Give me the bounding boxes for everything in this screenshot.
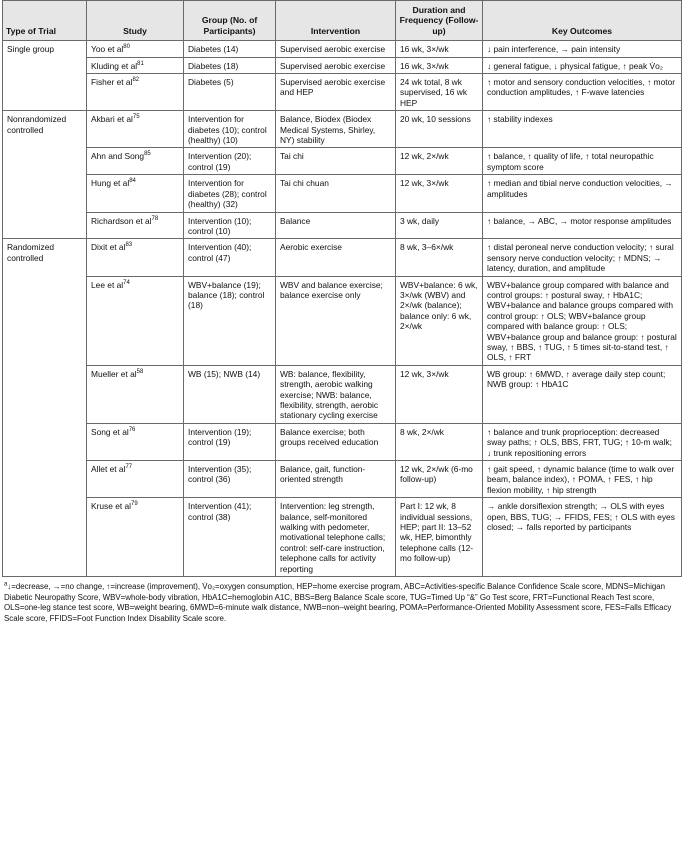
duration-cell: 16 wk, 3×/wk [396,57,483,73]
outcomes-cell: ↑ median and tibial nerve conduction velocities, → amplitudes [483,175,682,212]
study-reference: 82 [132,77,140,84]
outcomes-cell: ↑ stability indexes [483,111,682,148]
table-row [3,461,682,498]
study-reference: 76 [128,427,136,434]
study-cell [87,111,184,148]
duration-cell: 20 wk, 10 sessions [396,111,483,148]
intervention-cell: Supervised aerobic exercise [276,41,396,57]
study-author: Yoo et al [91,44,124,55]
table-row [3,57,682,73]
study-cell [87,148,184,175]
group-cell: Intervention (10); control (10) [184,212,276,239]
header-type: Type of Trial [3,1,87,41]
study-author: Lee et al [91,279,124,290]
study-reference: 84 [129,178,136,185]
outcomes-cell: WBV+balance group compared with balance and control groups: ↑ postural sway, ↑ HbA1C; WBV+balance and balance groups compared with control group: ↑ OLS; WBV+balance group compared with balance group: ↑ OLS; WBV+balance group and balance group: ↑ postural sway, ↑ BBS, ↑ TUG, ↑ 5 times sit-to-stand test, ↑ OLS, ↑ FRT [483,276,682,365]
duration-cell: 12 wk, 3×/wk [396,365,483,423]
outcomes-cell: ↓ general fatigue, ↓ physical fatigue, ↑ peak V̇o₂ [483,57,682,73]
study-author: Allet et al [91,464,126,475]
duration-cell: 12 wk, 2×/wk [396,148,483,175]
group-cell: Intervention for diabetes (28); control (healthy) (32) [184,175,276,212]
study-cell [87,276,184,365]
group-cell: Intervention (35); control (36) [184,461,276,498]
duration-cell: Part I: 12 wk, 8 individual sessions, HEP; part II: 13–52 wk, HEP, bimonthly telephone calls (12-mo follow-up) [396,498,483,577]
table-row [3,41,682,57]
outcomes-cell: ↑ balance, ↑ quality of life, ↑ total neuropathic symptom score [483,148,682,175]
studies-table [2,0,682,577]
intervention-cell: Supervised aerobic exercise and HEP [276,74,396,111]
study-author: Akbari et al [91,114,133,125]
duration-cell: 3 wk, daily [396,212,483,239]
intervention-cell: Aerobic exercise [276,239,396,276]
outcomes-cell: ↑ motor and sensory conduction velocities, ↑ motor conduction amplitudes, ↑ F-wave latencies [483,74,682,111]
footnote-marker: a [4,581,8,588]
study-reference: 81 [137,60,144,67]
outcomes-cell: → ankle dorsiflexion strength; → OLS with eyes open, BBS, TUG; → FFIDS, FES; ↑ OLS with eyes closed; → falls reported by participants [483,498,682,577]
duration-cell: 8 wk, 2×/wk [396,423,483,460]
table-row [3,175,682,212]
group-cell: Intervention (20); control (19) [184,148,276,175]
outcomes-cell: ↑ gait speed, ↑ dynamic balance (time to walk over beam, balance index), ↑ POMA, ↑ FES, ↑ hip flexion mobility, ↑ hip strength [483,461,682,498]
header-study: Study [87,1,184,41]
table-row [3,498,682,577]
duration-cell: 16 wk, 3×/wk [396,41,483,57]
duration-cell: 12 wk, 2×/wk (6-mo follow-up) [396,461,483,498]
study-cell [87,498,184,577]
study-author: Mueller et al [91,368,137,379]
study-cell [87,175,184,212]
group-cell: Diabetes (18) [184,57,276,73]
outcomes-cell: ↑ balance and trunk proprioception: decreased sway paths; ↑ OLS, BBS, FRT, TUG; ↑ 10-m walk; ↓ trunk repositioning errors [483,423,682,460]
table-row [3,423,682,460]
study-author: Fisher et al [91,77,133,88]
intervention-cell: WBV and balance exercise; balance exercise only [276,276,396,365]
study-cell [87,365,184,423]
study-reference: 75 [132,114,140,121]
outcomes-cell: ↑ distal peroneal nerve conduction velocity; ↑ sural sensory nerve conduction velocity; ↑ MDNS; → latency, duration, and amplitude [483,239,682,276]
table-row [3,365,682,423]
study-reference: 79 [131,501,138,508]
header-outcomes: Key Outcomes [483,1,682,41]
duration-cell: 8 wk, 3–6×/wk [396,239,483,276]
header-intervention: Intervention [276,1,396,41]
group-cell: Intervention (41); control (38) [184,498,276,577]
study-author: Song et al [91,426,129,437]
intervention-cell: Balance [276,212,396,239]
trial-type-cell: Single group [3,41,87,111]
table-row [3,111,682,148]
study-cell [87,239,184,276]
study-reference: 85 [144,151,151,158]
trial-type-cell: Nonrandomized controlled [3,111,87,239]
duration-cell: 12 wk, 3×/wk [396,175,483,212]
table-row [3,276,682,365]
intervention-cell: Supervised aerobic exercise [276,57,396,73]
study-cell [87,212,184,239]
duration-cell: 24 wk total, 8 wk supervised, 16 wk HEP [396,74,483,111]
study-author: Dixit et al [91,242,126,253]
group-cell: Intervention (40); control (47) [184,239,276,276]
header-row [3,1,682,41]
outcomes-cell: WB group: ↑ 6MWD, ↑ average daily step count; NWB group: ↑ HbA1C [483,365,682,423]
group-cell: Diabetes (5) [184,74,276,111]
study-cell [87,461,184,498]
study-author: Kruse et al [91,501,132,512]
study-author: Hung et al [91,178,130,189]
group-cell: WB (15); NWB (14) [184,365,276,423]
study-reference: 77 [125,464,133,471]
footnote-text: ↓=decrease, →=no change, ↑=increase (improvement), V̇o₂=oxygen consumption, HEP=home exercise program, ABC=Activities-specific Balance Confidence Scale score, MDNS=Michigan Diabetic Neuropathy Score, WBV=whole-body vibration, HbA1C=hemoglobin A1C, BBS=Berg Balance Scale score, TUG=Timed Up “&” Go Test score, FRT=Functional Reach Test score, OLS=one-leg stance test score, WB=weight bearing, 6MWD=6-minute walk distance, NWB=non–weight bearing, POMA=Performance-Oriented Mobility Assessment score, FES=Falls Efficacy Scale score, FFIDS=Foot Function Index Disability Scale score. [4,582,672,623]
intervention-cell: Tai chi [276,148,396,175]
intervention-cell: Balance, gait, function-oriented strength [276,461,396,498]
intervention-cell: Tai chi chuan [276,175,396,212]
trial-type-cell: Randomized controlled [3,239,87,577]
study-reference: 58 [136,368,144,375]
outcomes-cell: ↓ pain interference, → pain intensity [483,41,682,57]
intervention-cell: Balance exercise; both groups received education [276,423,396,460]
study-author: Ahn and Song [91,151,145,162]
table-container [2,0,681,624]
table-row [3,74,682,111]
header-duration: Duration and Frequency (Follow-up) [396,1,483,41]
group-cell: Intervention for diabetes (10); control (healthy) (10) [184,111,276,148]
outcomes-cell: ↑ balance, → ABC, → motor response amplitudes [483,212,682,239]
table-row [3,212,682,239]
group-cell: WBV+balance (19); balance (18); control (18) [184,276,276,365]
study-reference: 74 [123,279,130,286]
study-author: Richardson et al [91,215,152,226]
study-cell [87,57,184,73]
study-cell [87,423,184,460]
study-reference: 78 [151,215,159,222]
group-cell: Diabetes (14) [184,41,276,57]
intervention-cell: Intervention: leg strength, balance, self-monitored walking with pedometer, motivational telephone calls; control: self-care instruction, telephone calls for activity reporting [276,498,396,577]
header-group: Group (No. of Participants) [184,1,276,41]
footnote [2,577,681,624]
group-cell: Intervention (19); control (19) [184,423,276,460]
study-author: Kluding et al [91,60,138,71]
table-row [3,148,682,175]
study-cell [87,41,184,57]
study-reference: 83 [125,242,133,249]
study-reference: 80 [123,44,130,51]
intervention-cell: WB: balance, flexibility, strength, aerobic walking exercise; NWB: balance, flexibility, strength, aerobic stationary cycling exercise [276,365,396,423]
table-body [3,41,682,577]
duration-cell: WBV+balance: 6 wk, 3×/wk (WBV) and 2×/wk (balance); balance only: 6 wk, 2×/wk [396,276,483,365]
intervention-cell: Balance, Biodex (Biodex Medical Systems, Shirley, NY) stability [276,111,396,148]
study-cell [87,74,184,111]
table-row [3,239,682,276]
